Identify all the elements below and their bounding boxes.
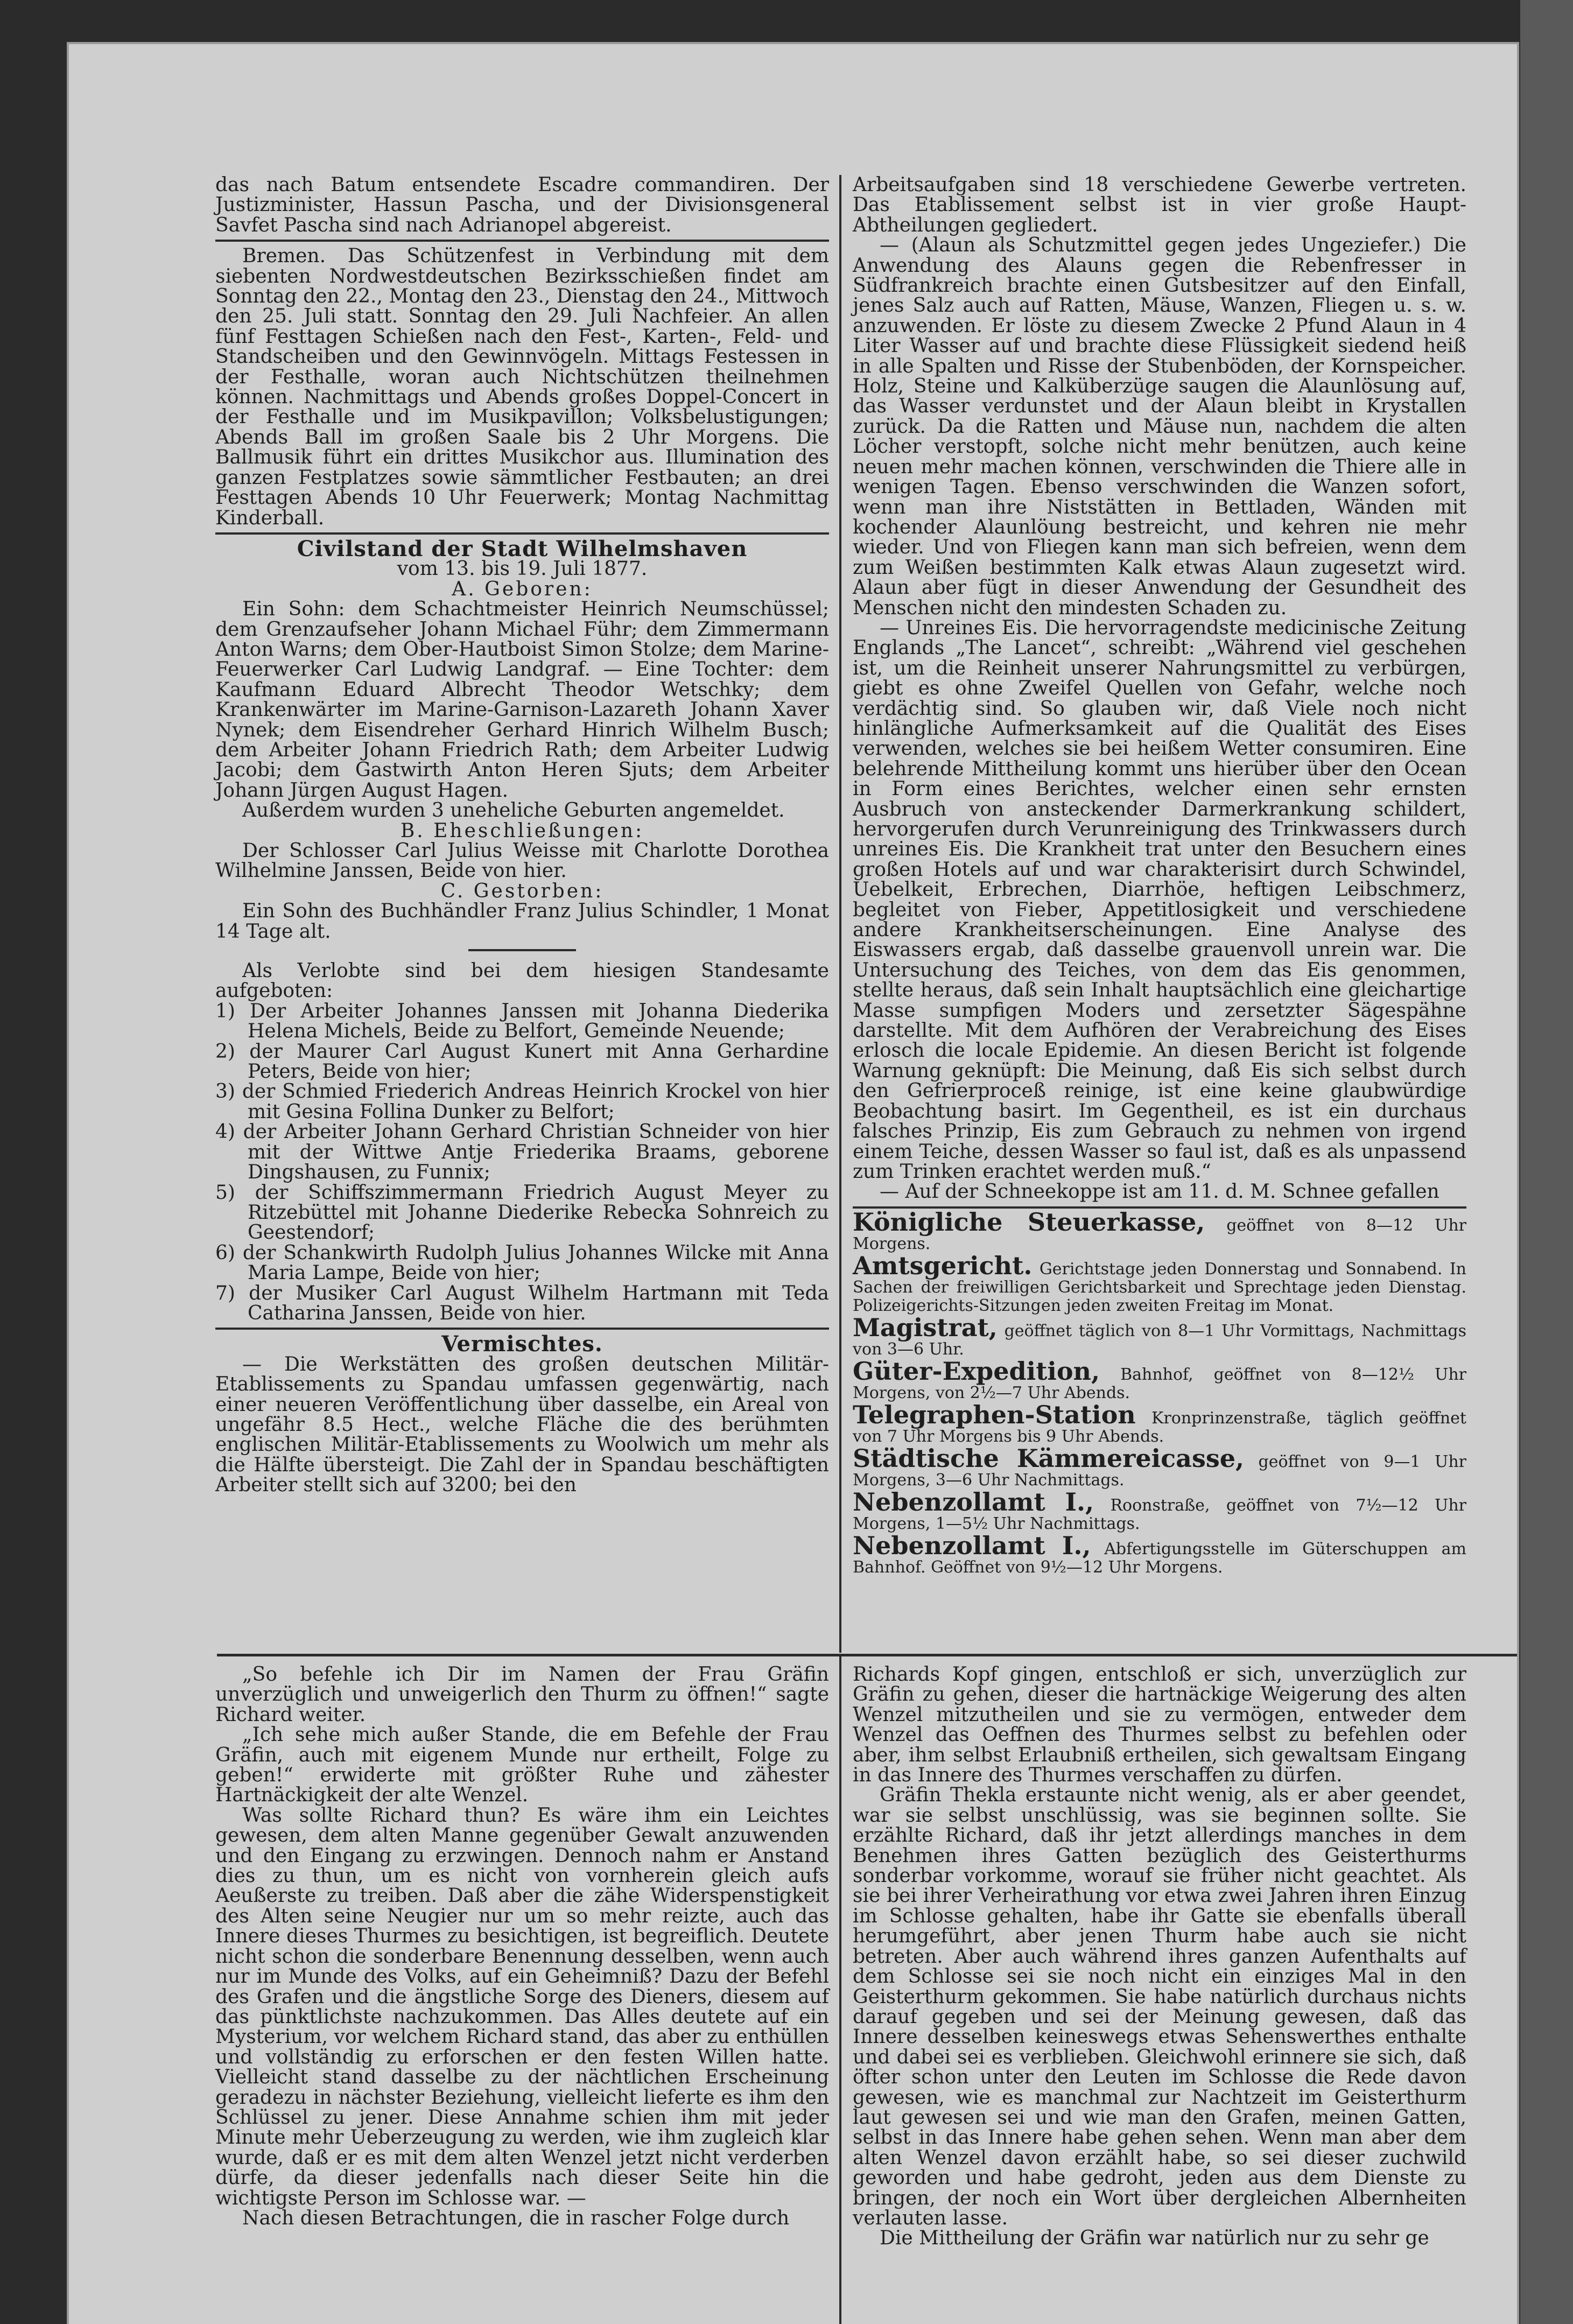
bremen-article: Bremen. Das Schützenfest in Verbindung mit dem siebenten Nordwestdeutschen Bezirksschießen findet am Sonntag den 22., Montag den 23., Dienstag den 24., Mittwoch den 25. Juli statt. Sonntag den 29. Juli Nachfeier. An allen fünf Festtagen Schießen nach den Fest-, Karten-, Feld- und Standscheiben und den Gewinnvögeln. Mittags Festessen in der Festhalle, woran auch Nichtschützen theilnehmen können. Nachmittags und Abends großes Doppel-Concert in der Festhalle und im Musikpavillon; Volksbelustigungen; Abends Ball im großen Saale bis 2 Uhr Morgens. Die Ballmusik führt ein drittes Musikchor aus. Illumination des ganzen Festplatzes sowie sämmtlicher Festbauten; an drei Festtagen Abends 10 Uhr Feuerwerk; Montag Nachmittag Kinderball. (215, 245, 829, 529)
office-name: Telegraphen-Station (853, 1400, 1136, 1429)
story-paragraph: „Ich sehe mich außer Stande, die em Befehle der Frau Gräfin, auch mit eigenem Munde nur ertheilt, Folge zu geben!“ erwiderte mit größter Ruhe und zähester Hartnäckigkeit der alte Wenzel. (215, 1724, 829, 1807)
story-paragraph: Was sollte Richard thun? Es wäre ihm ein Leichtes gewesen, dem alten Manne gegenüber Gewalt anzuwenden und den Eingang zu erzwingen. Dennoch nahm er Anstand dies zu thun, um es nicht von vornherein gleich aufs Aeußerste zu treiben. Daß aber die zähe Widerspenstigkeit des Alten seine Neugier nur um so mehr reizte, auch das Innere dieses Thurmes zu besichtigen, ist begreiflich. Deutete nicht schon die sonderbare Benennung desselben, wenn auch nur im Munde des Volks, auf ein Geheimniß? Dazu der Befehl des Grafen und die ängstliche Sorge des Dieners, diesem auf das pünktlichste nachzukommen. Das Alles deutete auf ein Mysterium, vor welchem Richard stand, das aber zu enthüllen und vollständig zu erforschen er den festen Willen hatte. Vielleicht stand dasselbe zu der nächtlichen Erscheinung geradezu in nächster Beziehung, vielleicht lieferte es ihm den Schlüssel zu jener. Diese Annahme schien ihm mit jeder Minute mehr Ueberzeugung zu werden, wie ihm zugleich klar wurde, daß er es mit dem alten Wenzel jetzt nicht verderben dürfe, da dieser jedenfalls nach dieser Seite hin die wichtigste Person im Schlosse war. — (215, 1804, 829, 2209)
left-column-bottom (215, 1665, 829, 2228)
misc-heading: Vermischtes. (441, 1331, 603, 1357)
misc-text: — Die Werkstätten des großen deutschen Militär-Etablissements zu Spandau umfassen gegenwärtig, nach einer neueren Veröffentlichung über dasselbe, ein Areal von ungefähr 8.5 Hect., welche Fläche die des berühmten englischen Militär-Etablissements zu Woolwich um mehr als die Hälfte übersteigt. Die Zahl der in Spandau beschäftigten Arbeiter stellt sich auf 3200; bei den (215, 1353, 829, 1497)
left-column-top (215, 175, 829, 1495)
civil-status-heading: Civilstand der Stadt Wilhelmshaven (297, 536, 748, 561)
right-column-bottom (853, 1665, 1466, 2249)
story-paragraph: Gräfin Thekla erstaunte nicht wenig, als er aber geendet, war sie selbst unschlüssig, was sie beginnen sollte. Sie erzählte Richard, daß ihr jetzt allerdings manches in dem Benehmen ihres Gatten bezüglich des Geisterthurms sonderbar vorkomme, worauf sie früher nicht geachtet. Als sie bei ihrer Verheirathung vor etwa zwei Jahren ihren Einzug im Schlosse gehalten, habe ihr Gatte sie ebenfalls überall herumgeführt, aber jenen Thurm habe auch sie nicht betreten. Aber auch während ihres ganzen Aufenthalts auf dem Schlosse sei sie noch nicht ein einziges Mal in den Geisterthurm gekommen. Sie habe natürlich durchaus nichts darauf gegeben und sei der Meinung gewesen, daß das Innere desselben keineswegs etwas Sehenswerthes enthalte und dabei sei es verblieben. Gleichwohl erinnere sie sich, daß öfter schon unter den Leuten im Schlosse die Rede davon gewesen, wie es manchmal zur Nachtzeit im Geisterthurm laut gewesen sei und wie man den Grafen, meinen Gatten, selbst in das Innere habe gehen sehen. Wenn man aber dem alten Wenzel davon erzählt habe, so sei dieser zuchwild geworden und habe gedroht, jeden aus dem Dienste zu bringen, der noch ein Wort über dergleichen Albernheiten verlauten lasse. (853, 1784, 1466, 2229)
civil-status-dates: vom 13. bis 19. Juli 1877. (397, 558, 648, 580)
engaged-list (215, 1001, 829, 1324)
born-extra: Außerdem wurden 3 uneheliche Geburten angemeldet. (242, 799, 785, 822)
office-name: Amtsgericht. (853, 1251, 1033, 1280)
married-heading: B. Eheschließungen: (400, 819, 644, 842)
section-divider (217, 1654, 1517, 1656)
ice-article: — Unreines Eis. Die hervorragendste medicinische Zeitung Englands „The Lancet“, schreibt: „Während viel geschehen ist, um die Reinheit unserer Nahrungsmittel zu verbürgen, giebt es ohne Zweifel Quellen von Gefahr, welche noch verdächtig sind. So glauben wir, daß Viele noch nicht hinlängliche Aufmerksamkeit auf die Qualität des Eises verwenden, welches sie bei heißem Wetter consumiren. Eine belehrende Mittheilung kommt uns hierüber über den Ocean in Form eines Berichtes, welcher einen sehr ernsten Ausbruch von ansteckender Darmerkrankung schildert, hervorgerufen durch Verunreinigung des Trinkwassers durch unreines Eis. Die Krankheit trat unter den Besuchern eines großen Hotels auf und war charakterisirt durch Schwindel, Uebelkeit, Erbrechen, Diarrhöe, heftigen Leibschmerz, begleitet von Fieber, Appetitlosigkeit und verschiedene andere Krankheitserscheinungen. Eine Analyse des Eiswassers ergab, daß dasselbe grauenvoll unrein war. Die Untersuchung des Teiches, von dem das Eis genommen, stellte heraus, daß sein Inhalt hauptsächlich eine gleichartige Masse sumpfigen Moders und zersetzter Sägespähne darstellte. Mit dem Aufhören der Verabreichung des Eises erlosch die locale Epidemie. An diesen Bericht ist folgende Warnung geknüpft: Die Meinung, daß Eis sich selbst durch den Gefrierproceß reinige, ist eine keine glaubwürdige Beobachtung basirt. Im Gegentheil, es ist ein durchaus falsches Prinzip, Eis zum Gebrauch zu nehmen von irgend einem Teiche, dessen Wasser so faul ist, daß es als unpassend zum Trinken erachtet werden muß.“ (853, 616, 1466, 1183)
list-item: 6) der Schankwirth Rudolph Julius Johannes Wilcke mit Anna Maria Lampe, Beide von hier; (215, 1241, 829, 1284)
separator (215, 240, 829, 242)
office-hours: Abfertigungsstelle im Güterschuppen am Bahnhof. Geöffnet von 9½—12 Uhr Morgens. (853, 1539, 1466, 1577)
article-intro: das nach Batum entsendete Escadre commandiren. Der Justizminister, Hassun Pascha, und der Divisionsgeneral Savfet Pascha sind nach Adrianopel abgereist. (215, 174, 829, 236)
office-hours: geöffnet von 8—12 Uhr Morgens. (853, 1216, 1466, 1253)
office-entry (853, 1251, 1466, 1315)
office-name: Königliche Steuerkasse, (853, 1207, 1205, 1237)
column-divider-top (839, 175, 841, 1653)
office-name: Nebenzollamt I., (853, 1530, 1091, 1560)
office-hours: Kronprinzenstraße, täglich geöffnet von 7 Uhr Morgens bis 9 Uhr Abends. (853, 1408, 1466, 1446)
office-entry (853, 1443, 1466, 1490)
offices-list (853, 1207, 1467, 1577)
office-name: Güter-Expedition, (853, 1356, 1100, 1386)
office-hours: Bahnhof, geöffnet von 8—12½ Uhr Morgens, von 2½—7 Uhr Abends. (853, 1365, 1466, 1402)
separator (215, 1328, 829, 1330)
story-paragraph: Richards Kopf gingen, entschloß er sich, unverzüglich zur Gräfin zu gehen, dieser die hartnäckige Weigerung des alten Wenzel mitzutheilen und sie zu vermögen, entweder dem Wenzel das Oeffnen des Thurmes selbst zu befehlen oder aber, ihm selbst Erlaubniß ertheilen, sich gewaltsam Eingang in das Innere des Thurmes verschaffen zu dürfen. (853, 1663, 1466, 1787)
office-entry (853, 1312, 1466, 1359)
list-item: 3) der Schmied Friederich Andreas Heinrich Krockel von hier mit Gesina Follina Dunker zu Belfort; (215, 1080, 829, 1123)
story-paragraph: Nach diesen Betrachtungen, die in rascher Folge durch (242, 2207, 790, 2229)
list-item: 4) der Arbeiter Johann Gerhard Christian Schneider von hier mit der Wittwe Antje Friederika Braams, geborene Dingshausen, zu Funnix; (215, 1121, 829, 1184)
office-entry (853, 1400, 1466, 1446)
born-heading: A. Geboren: (452, 578, 593, 600)
separator (215, 532, 829, 535)
snow-note: — Auf der Schneekoppe ist am 11. d. M. Schnee gefallen (880, 1181, 1439, 1203)
alum-article: — (Alaun als Schutzmittel gegen jedes Ungeziefer.) Die Anwendung des Alauns gegen die Rebenfresser in Südfrankreich brachte einen Gutsbesitzer auf den Einfall, jenes Salz auch auf Ratten, Mäuse, Wanzen, Fliegen u. s. w. anzuwenden. Er löste zu diesem Zwecke 2 Pfund Alaun in 4 Liter Wasser auf und brachte diese Flüssigkeit siedend heiß in alle Spalten und Risse der Stubenböden, der Kornspeicher. Holz, Steine und Kalküberzüge saugen die Alaunlösung auf, das Wasser verdunstet und der Alaun bleibt in Krystallen zurück. Da die Ratten und Mäuse nun, nachdem die alten Löcher verstopft, solche nicht mehr benützen, auch keine neuen mehr machen können, verschwinden die Thiere alle in wenigen Tagen. Ebenso verschwinden die Wanzen sofort, wenn man ihre Niststätten in Bettladen, Wänden mit kochender Alaunlöung bestreicht, und kehren nie mehr wieder. Und von Fliegen kann man sich befreien, wenn dem zum Weißen bestimmten Kalk etwas Alaun zugesetzt wird. Alaun aber fügt in dieser Anwendung der Gesundheit des Menschen nicht den mindesten Schaden zu. (853, 234, 1466, 619)
born-text: Ein Sohn: dem Schachtmeister Heinrich Neumschüssel; dem Grenzaufseher Johann Michael Führ; dem Zimmermann Anton Warns; dem Ober-Hautboist Simon Stolze; dem Marine-Feuerwerker Carl Ludwig Landgraf. — Eine Tochter: dem Kaufmann Eduard Albrecht Theodor Wetschky; dem Krankenwärter im Marine-Garnison-Lazareth Johann Xaver Nynek; dem Eisendreher Gerhard Hinrich Wilhelm Busch; dem Arbeiter Johann Friedrich Rath; dem Arbeiter Ludwig Jacobi; dem Gastwirth Anton Heren Sjuts; dem Arbeiter Johann Jürgen August Hagen. (215, 598, 829, 802)
newspaper-page (69, 44, 1517, 2324)
engaged-intro: Als Verlobte sind bei dem hiesigen Standesamte aufgeboten: (215, 960, 829, 1002)
office-name: Städtische Kämmereicasse, (853, 1443, 1245, 1473)
office-hours: Gerichtstage jeden Donnerstag und Sonnabend. In Sachen der freiwilligen Gerichtsbarkeit und Sprechtage jeden Dienstag. Polizeigerichts-Sitzungen jeden zweiten Freitag im Monat. (853, 1259, 1466, 1315)
list-item: 7) der Musiker Carl August Wilhelm Hartmann mit Teda Catharina Janssen, Beide von hier. (215, 1282, 829, 1324)
office-entry (853, 1356, 1466, 1402)
office-hours: geöffnet täglich von 8—1 Uhr Vormittags, Nachmittags von 3—6 Uhr. (853, 1321, 1466, 1359)
story-paragraph: Die Mittheilung der Gräfin war natürlich nur zu sehr ge (880, 2227, 1429, 2250)
office-hours: Roonstraße, geöffnet von 7½—12 Uhr Morgens, 1—5½ Uhr Nachmittags. (853, 1495, 1467, 1533)
right-column-top (853, 175, 1466, 1580)
list-item: 5) der Schiffszimmermann Friedrich August Meyer zu Ritzebüttel mit Johanne Diederike Rebecka Sohnreich zu Geestendorf; (215, 1181, 829, 1244)
list-item: 2) der Maurer Carl August Kunert mit Anna Gerhardine Peters, Beide von hier; (215, 1040, 829, 1083)
office-entry (853, 1530, 1466, 1577)
office-name: Nebenzollamt I., (853, 1487, 1094, 1516)
office-name: Magistrat, (853, 1312, 998, 1342)
article-continuation: Arbeitsaufgaben sind 18 verschiedene Gewerbe vertreten. Das Etablissement selbst ist in vier große Haupt-Abtheilungen gegliedert. (853, 174, 1466, 236)
column-divider-bottom (839, 1656, 841, 2324)
short-divider (468, 949, 576, 951)
office-hours: geöffnet von 9—1 Uhr Morgens, 3—6 Uhr Nachmittags. (853, 1452, 1466, 1490)
scan-background-edge (1520, 0, 1573, 2324)
died-heading: C. Gestorben: (440, 880, 604, 902)
office-entry (853, 1487, 1467, 1533)
office-entry (853, 1207, 1466, 1253)
married-text: Der Schlosser Carl Julius Weisse mit Charlotte Dorothea Wilhelmine Janssen, Beide von hier. (215, 840, 829, 882)
story-paragraph: „So befehle ich Dir im Namen der Frau Gräfin unverzüglich und unweigerlich den Thurm zu öffnen!“ sagte Richard weiter. (215, 1663, 829, 1726)
list-item: 1) Der Arbeiter Johannes Janssen mit Johanna Diederika Helena Michels, Beide zu Belfort, Gemeinde Neuende; (215, 1000, 829, 1043)
died-text: Ein Sohn des Buchhändler Franz Julius Schindler, 1 Monat 14 Tage alt. (215, 900, 829, 943)
